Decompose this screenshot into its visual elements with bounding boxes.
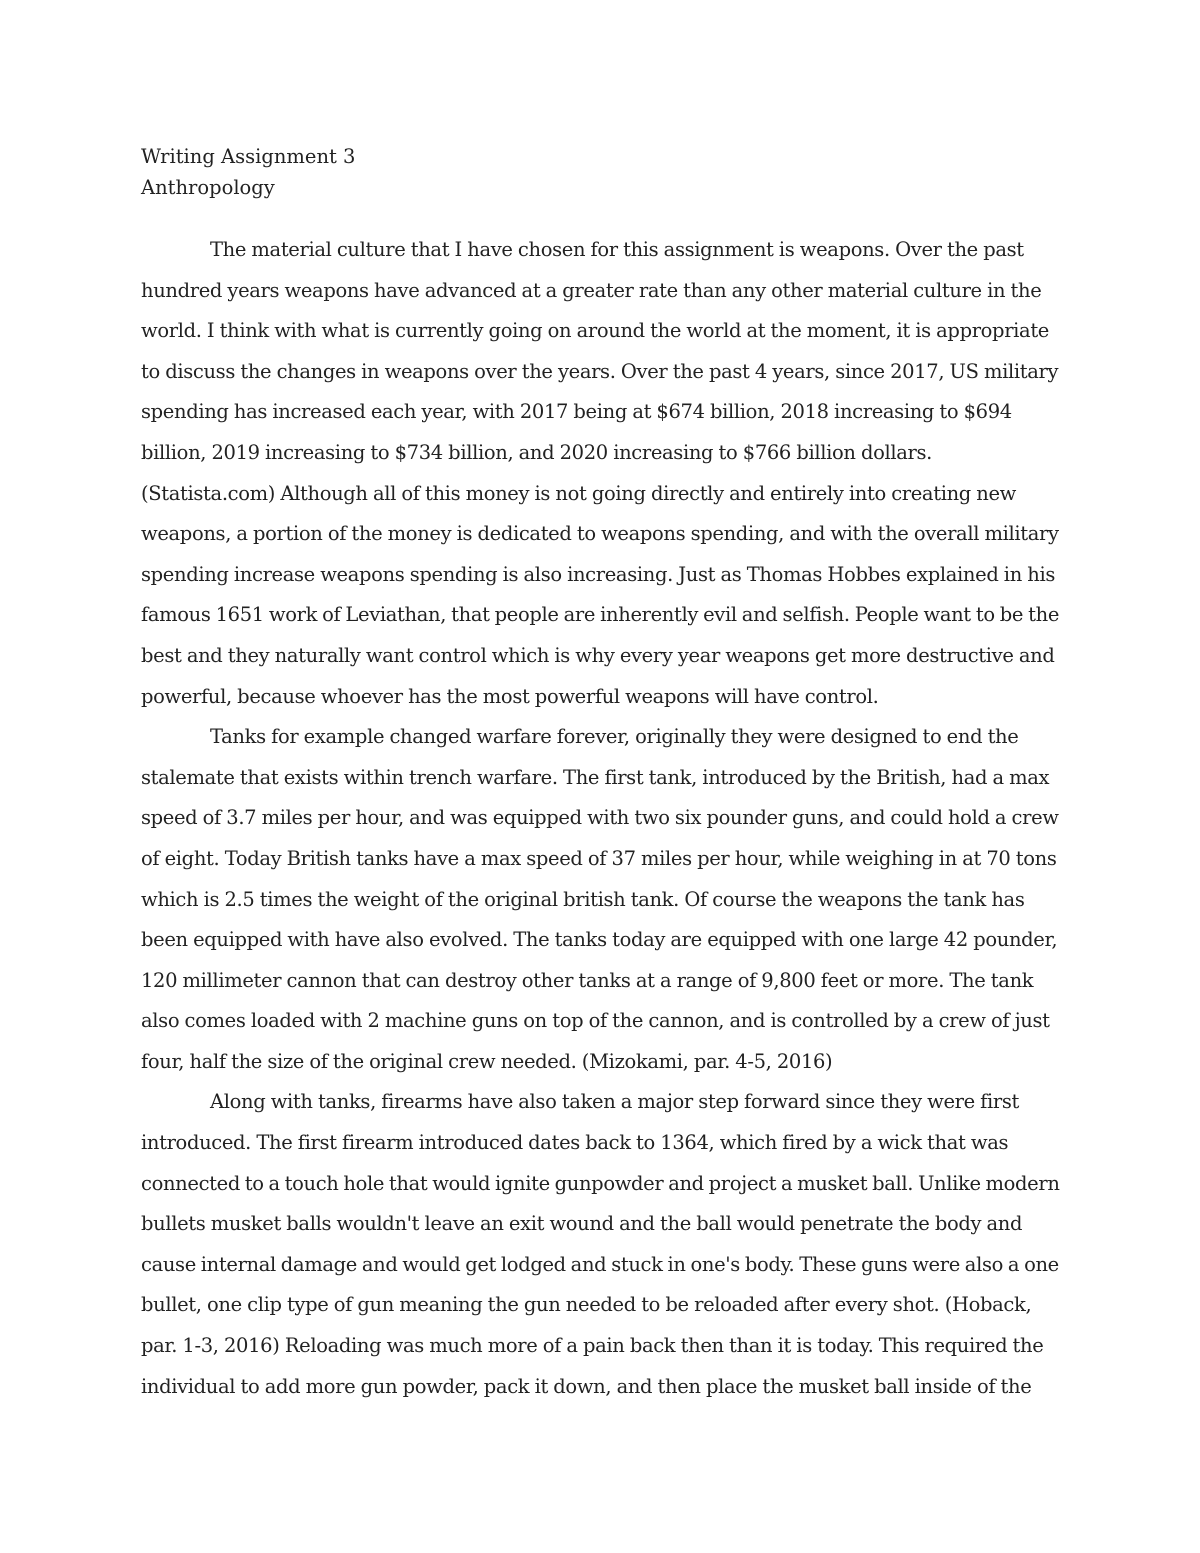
text-line: famous 1651 work of Leviathan, that people are inherently evil and selfish. People want to be the xyxy=(141,603,1060,627)
paragraph-first-line: Tanks for example changed warfare forever, originally they were designed to end the xyxy=(210,725,1019,749)
text-line: speed of 3.7 miles per hour, and was equipped with two six pounder guns, and could hold a crew xyxy=(141,806,1059,830)
text-line: powerful, because whoever has the most powerful weapons will have control. xyxy=(141,684,879,708)
paragraph-first-line: The material culture that I have chosen for this assignment is weapons. Over the past xyxy=(210,238,1024,261)
text-line: par. 1-3, 2016) Reloading was much more of a pain back then than it is today. This required the xyxy=(141,1334,1044,1358)
text-line: to discuss the changes in weapons over the years. Over the past 4 years, since 2017, US military xyxy=(141,359,1059,383)
text-line: billion, 2019 increasing to $734 billion, and 2020 increasing to $766 billion dollars. xyxy=(141,440,933,464)
text-line: (Statista.com) Although all of this money is not going directly and entirely into creating new xyxy=(141,481,1017,505)
text-line: been equipped with have also evolved. The tanks today are equipped with one large 42 pounder, xyxy=(141,928,1058,952)
text-line: individual to add more gun powder, pack it down, and then place the musket ball inside of the xyxy=(141,1374,1032,1398)
text-line: also comes loaded with 2 machine guns on top of the cannon, and is controlled by a crew of just xyxy=(141,1009,1050,1033)
course-name: Anthropology xyxy=(141,176,275,199)
text-line: introduced. The first firearm introduced dates back to 1364, which fired by a wick that was xyxy=(141,1131,1009,1155)
text-line: weapons, a portion of the money is dedicated to weapons spending, and with the overall military xyxy=(141,522,1059,546)
document-body xyxy=(141,141,1061,1407)
text-line: of eight. Today British tanks have a max speed of 37 miles per hour, while weighing in at 70 tons xyxy=(141,846,1057,870)
text-line: bullets musket balls wouldn't leave an exit wound and the ball would penetrate the body and xyxy=(141,1212,1023,1236)
assignment-title: Writing Assignment 3 xyxy=(141,145,356,168)
text-line: hundred years weapons have advanced at a greater rate than any other material culture in the xyxy=(141,278,1042,302)
paragraph-first-line: Along with tanks, firearms have also taken a major step forward since they were first xyxy=(210,1090,1020,1114)
text-line: spending has increased each year, with 2017 being at $674 billion, 2018 increasing to $694 xyxy=(141,400,1012,424)
essay-text xyxy=(141,230,1061,1407)
text-line: spending increase weapons spending is also increasing. Just as Thomas Hobbes explained in his xyxy=(141,562,1056,586)
text-line: world. I think with what is currently going on around the world at the moment, it is appropriate xyxy=(141,319,1050,343)
text-line: cause internal damage and would get lodged and stuck in one's body. These guns were also a one xyxy=(141,1252,1059,1276)
text-line: 120 millimeter cannon that can destroy other tanks at a range of 9,800 feet or more. The tank xyxy=(141,968,1034,992)
text-line: four, half the size of the original crew needed. (Mizokami, par. 4-5, 2016) xyxy=(141,1049,833,1073)
text-line: bullet, one clip type of gun meaning the gun needed to be reloaded after every shot. (Hoback, xyxy=(141,1293,1032,1317)
text-line: stalemate that exists within trench warfare. The first tank, introduced by the British, had a max xyxy=(141,765,1050,789)
text-line: best and they naturally want control which is why every year weapons get more destructive and xyxy=(141,643,1055,667)
text-line: which is 2.5 times the weight of the original british tank. Of course the weapons the tank has xyxy=(141,887,1025,911)
text-line: connected to a touch hole that would ignite gunpowder and project a musket ball. Unlike modern xyxy=(141,1171,1060,1195)
